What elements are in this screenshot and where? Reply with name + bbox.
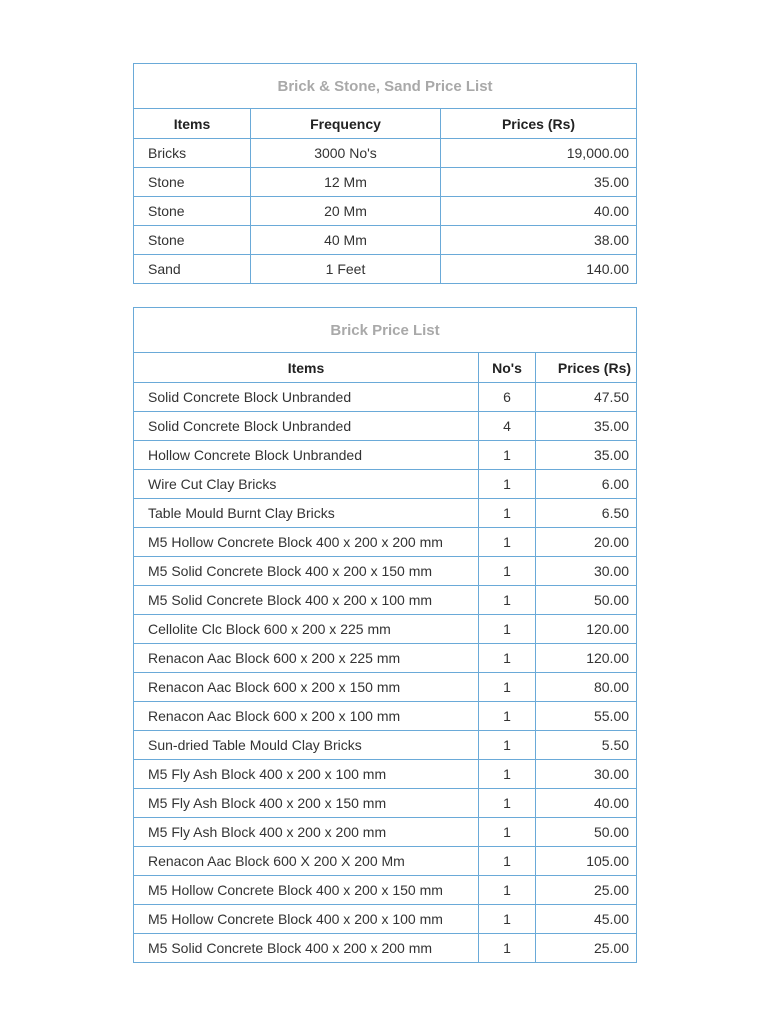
item-name-cell: M5 Fly Ash Block 400 x 200 x 100 mm — [134, 760, 479, 789]
price-cell: 40.00 — [536, 789, 637, 818]
quantity-cell: 1 — [479, 760, 536, 789]
price-cell: 55.00 — [536, 702, 637, 731]
item-name-cell: Sand — [134, 255, 251, 284]
table-header-row — [134, 109, 637, 139]
quantity-cell: 1 — [479, 615, 536, 644]
table-row — [134, 876, 637, 905]
item-name-cell: Renacon Aac Block 600 x 200 x 150 mm — [134, 673, 479, 702]
quantity-cell: 1 — [479, 528, 536, 557]
price-cell: 47.50 — [536, 383, 637, 412]
table-row — [134, 934, 637, 963]
item-name-cell: Renacon Aac Block 600 X 200 X 200 Mm — [134, 847, 479, 876]
sand-stone-price-table — [133, 63, 637, 284]
price-cell: 25.00 — [536, 934, 637, 963]
price-cell: 5.50 — [536, 731, 637, 760]
price-cell: 120.00 — [536, 644, 637, 673]
table-row — [134, 789, 637, 818]
column-header-items: Items — [134, 353, 479, 383]
item-name-cell: M5 Hollow Concrete Block 400 x 200 x 100 mm — [134, 905, 479, 934]
table-row — [134, 383, 637, 412]
item-name-cell: Sun-dried Table Mould Clay Bricks — [134, 731, 479, 760]
price-cell: 6.50 — [536, 499, 637, 528]
item-name-cell: Cellolite Clc Block 600 x 200 x 225 mm — [134, 615, 479, 644]
brick-price-table — [133, 307, 637, 963]
frequency-cell: 12 Mm — [251, 168, 441, 197]
price-cell: 35.00 — [441, 168, 637, 197]
price-cell: 140.00 — [441, 255, 637, 284]
price-cell: 30.00 — [536, 557, 637, 586]
quantity-cell: 1 — [479, 818, 536, 847]
item-name-cell: M5 Solid Concrete Block 400 x 200 x 200 mm — [134, 934, 479, 963]
table-body — [134, 383, 637, 963]
item-name-cell: Wire Cut Clay Bricks — [134, 470, 479, 499]
price-cell: 120.00 — [536, 615, 637, 644]
quantity-cell: 1 — [479, 557, 536, 586]
price-cell: 30.00 — [536, 760, 637, 789]
frequency-cell: 20 Mm — [251, 197, 441, 226]
item-name-cell: Stone — [134, 197, 251, 226]
quantity-cell: 1 — [479, 499, 536, 528]
quantity-cell: 1 — [479, 789, 536, 818]
table-row — [134, 168, 637, 197]
item-name-cell: Solid Concrete Block Unbranded — [134, 412, 479, 441]
table-row — [134, 197, 637, 226]
item-name-cell: M5 Fly Ash Block 400 x 200 x 150 mm — [134, 789, 479, 818]
table-row — [134, 226, 637, 255]
frequency-cell: 1 Feet — [251, 255, 441, 284]
table-row — [134, 586, 637, 615]
column-header-frequency: Frequency — [251, 109, 441, 139]
item-name-cell: Bricks — [134, 139, 251, 168]
quantity-cell: 1 — [479, 644, 536, 673]
frequency-cell: 3000 No's — [251, 139, 441, 168]
frequency-cell: 40 Mm — [251, 226, 441, 255]
column-header-prices: Prices (Rs) — [441, 109, 637, 139]
page-bottom-margin — [0, 987, 768, 1024]
table-row — [134, 557, 637, 586]
price-cell: 105.00 — [536, 847, 637, 876]
column-header-items: Items — [134, 109, 251, 139]
quantity-cell: 6 — [479, 383, 536, 412]
item-name-cell: Solid Concrete Block Unbranded — [134, 383, 479, 412]
table-row — [134, 905, 637, 934]
table-row — [134, 470, 637, 499]
price-cell: 38.00 — [441, 226, 637, 255]
quantity-cell: 1 — [479, 586, 536, 615]
price-cell: 50.00 — [536, 586, 637, 615]
table-caption: Brick & Stone, Sand Price List — [134, 64, 637, 109]
price-cell: 20.00 — [536, 528, 637, 557]
quantity-cell: 1 — [479, 441, 536, 470]
table-header-row — [134, 353, 637, 383]
price-cell: 25.00 — [536, 876, 637, 905]
item-name-cell: Renacon Aac Block 600 x 200 x 225 mm — [134, 644, 479, 673]
quantity-cell: 1 — [479, 673, 536, 702]
table-row — [134, 702, 637, 731]
quantity-cell: 1 — [479, 702, 536, 731]
item-name-cell: Renacon Aac Block 600 x 200 x 100 mm — [134, 702, 479, 731]
price-cell: 35.00 — [536, 441, 637, 470]
table-row — [134, 255, 637, 284]
table-row — [134, 847, 637, 876]
quantity-cell: 4 — [479, 412, 536, 441]
item-name-cell: M5 Solid Concrete Block 400 x 200 x 150 mm — [134, 557, 479, 586]
table-body — [134, 139, 637, 284]
quantity-cell: 1 — [479, 847, 536, 876]
price-cell: 19,000.00 — [441, 139, 637, 168]
item-name-cell: M5 Hollow Concrete Block 400 x 200 x 150 mm — [134, 876, 479, 905]
price-cell: 40.00 — [441, 197, 637, 226]
price-cell: 6.00 — [536, 470, 637, 499]
column-header-prices: Prices (Rs) — [536, 353, 637, 383]
table-row — [134, 441, 637, 470]
table-row — [134, 818, 637, 847]
table-row — [134, 644, 637, 673]
item-name-cell: M5 Solid Concrete Block 400 x 200 x 100 mm — [134, 586, 479, 615]
price-cell: 45.00 — [536, 905, 637, 934]
table-row — [134, 731, 637, 760]
quantity-cell: 1 — [479, 731, 536, 760]
quantity-cell: 1 — [479, 876, 536, 905]
table-row — [134, 760, 637, 789]
quantity-cell: 1 — [479, 934, 536, 963]
item-name-cell: Stone — [134, 226, 251, 255]
item-name-cell: M5 Fly Ash Block 400 x 200 x 200 mm — [134, 818, 479, 847]
table-caption: Brick Price List — [134, 308, 637, 353]
table-row — [134, 499, 637, 528]
price-cell: 50.00 — [536, 818, 637, 847]
table-row — [134, 673, 637, 702]
item-name-cell: Hollow Concrete Block Unbranded — [134, 441, 479, 470]
table-row — [134, 528, 637, 557]
price-cell: 80.00 — [536, 673, 637, 702]
price-cell: 35.00 — [536, 412, 637, 441]
item-name-cell: Table Mould Burnt Clay Bricks — [134, 499, 479, 528]
quantity-cell: 1 — [479, 470, 536, 499]
table-row — [134, 139, 637, 168]
column-header-quantity: No's — [479, 353, 536, 383]
quantity-cell: 1 — [479, 905, 536, 934]
item-name-cell: Stone — [134, 168, 251, 197]
table-row — [134, 615, 637, 644]
table-row — [134, 412, 637, 441]
item-name-cell: M5 Hollow Concrete Block 400 x 200 x 200 mm — [134, 528, 479, 557]
